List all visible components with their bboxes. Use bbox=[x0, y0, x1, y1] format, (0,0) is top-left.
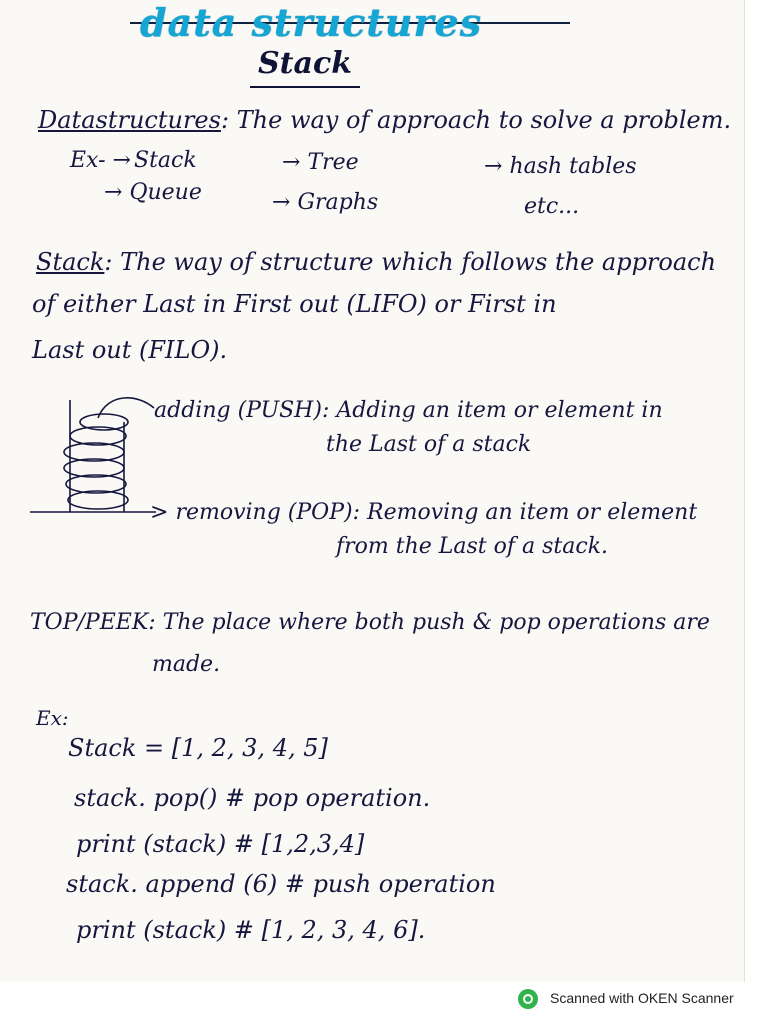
scanner-logo-icon bbox=[516, 987, 540, 1011]
top-peek-line2: made. bbox=[152, 652, 221, 677]
example-item: → Graphs bbox=[272, 190, 379, 215]
code-example-label: Ex: bbox=[36, 706, 69, 730]
example-item: etc... bbox=[524, 194, 580, 219]
example-item: → hash tables bbox=[484, 154, 637, 179]
push-line2: the Last of a stack bbox=[326, 432, 532, 457]
code-line: print (stack) # [1, 2, 3, 4, 6]. bbox=[76, 916, 426, 944]
stack-definition-line1: Stack: The way of structure which follows the approach bbox=[36, 248, 717, 276]
code-line: print (stack) # [1,2,3,4] bbox=[76, 830, 365, 858]
example-prefix: Ex- → bbox=[70, 148, 131, 173]
stack-term: Stack bbox=[36, 248, 105, 276]
definition-text: : The way of approach to solve a problem. bbox=[220, 106, 732, 134]
example-item: → Queue bbox=[104, 180, 202, 205]
example-item: → Tree bbox=[282, 150, 359, 175]
arrow-icon: > bbox=[150, 500, 169, 525]
top-peek-line1: TOP/PEEK: The place where both push & pop operations are bbox=[30, 610, 710, 635]
code-line: stack. append (6) # push operation bbox=[66, 870, 496, 898]
definition-term: Datastructures bbox=[38, 106, 221, 134]
stack-definition-line3: Last out (FILO). bbox=[32, 336, 228, 364]
page-title: data structures bbox=[140, 0, 483, 45]
code-line: Stack = [1, 2, 3, 4, 5] bbox=[68, 734, 328, 762]
pop-line2: from the Last of a stack. bbox=[336, 534, 609, 559]
push-line1: adding (PUSH): Adding an item or element in bbox=[154, 398, 663, 423]
stack-definition-line2: of either Last in First out (LIFO) or First in bbox=[32, 290, 557, 318]
definition-line bbox=[38, 106, 731, 134]
stack-sketch bbox=[28, 392, 158, 542]
code-line: stack. pop() # pop operation. bbox=[74, 784, 431, 812]
page-subtitle: Stack bbox=[258, 46, 353, 81]
example-item: Stack bbox=[134, 148, 197, 173]
scanner-watermark: Scanned with OKEN Scanner bbox=[550, 990, 734, 1006]
subtitle-underline bbox=[250, 86, 360, 88]
pop-line1: > removing (POP): Removing an item or element bbox=[150, 500, 698, 525]
